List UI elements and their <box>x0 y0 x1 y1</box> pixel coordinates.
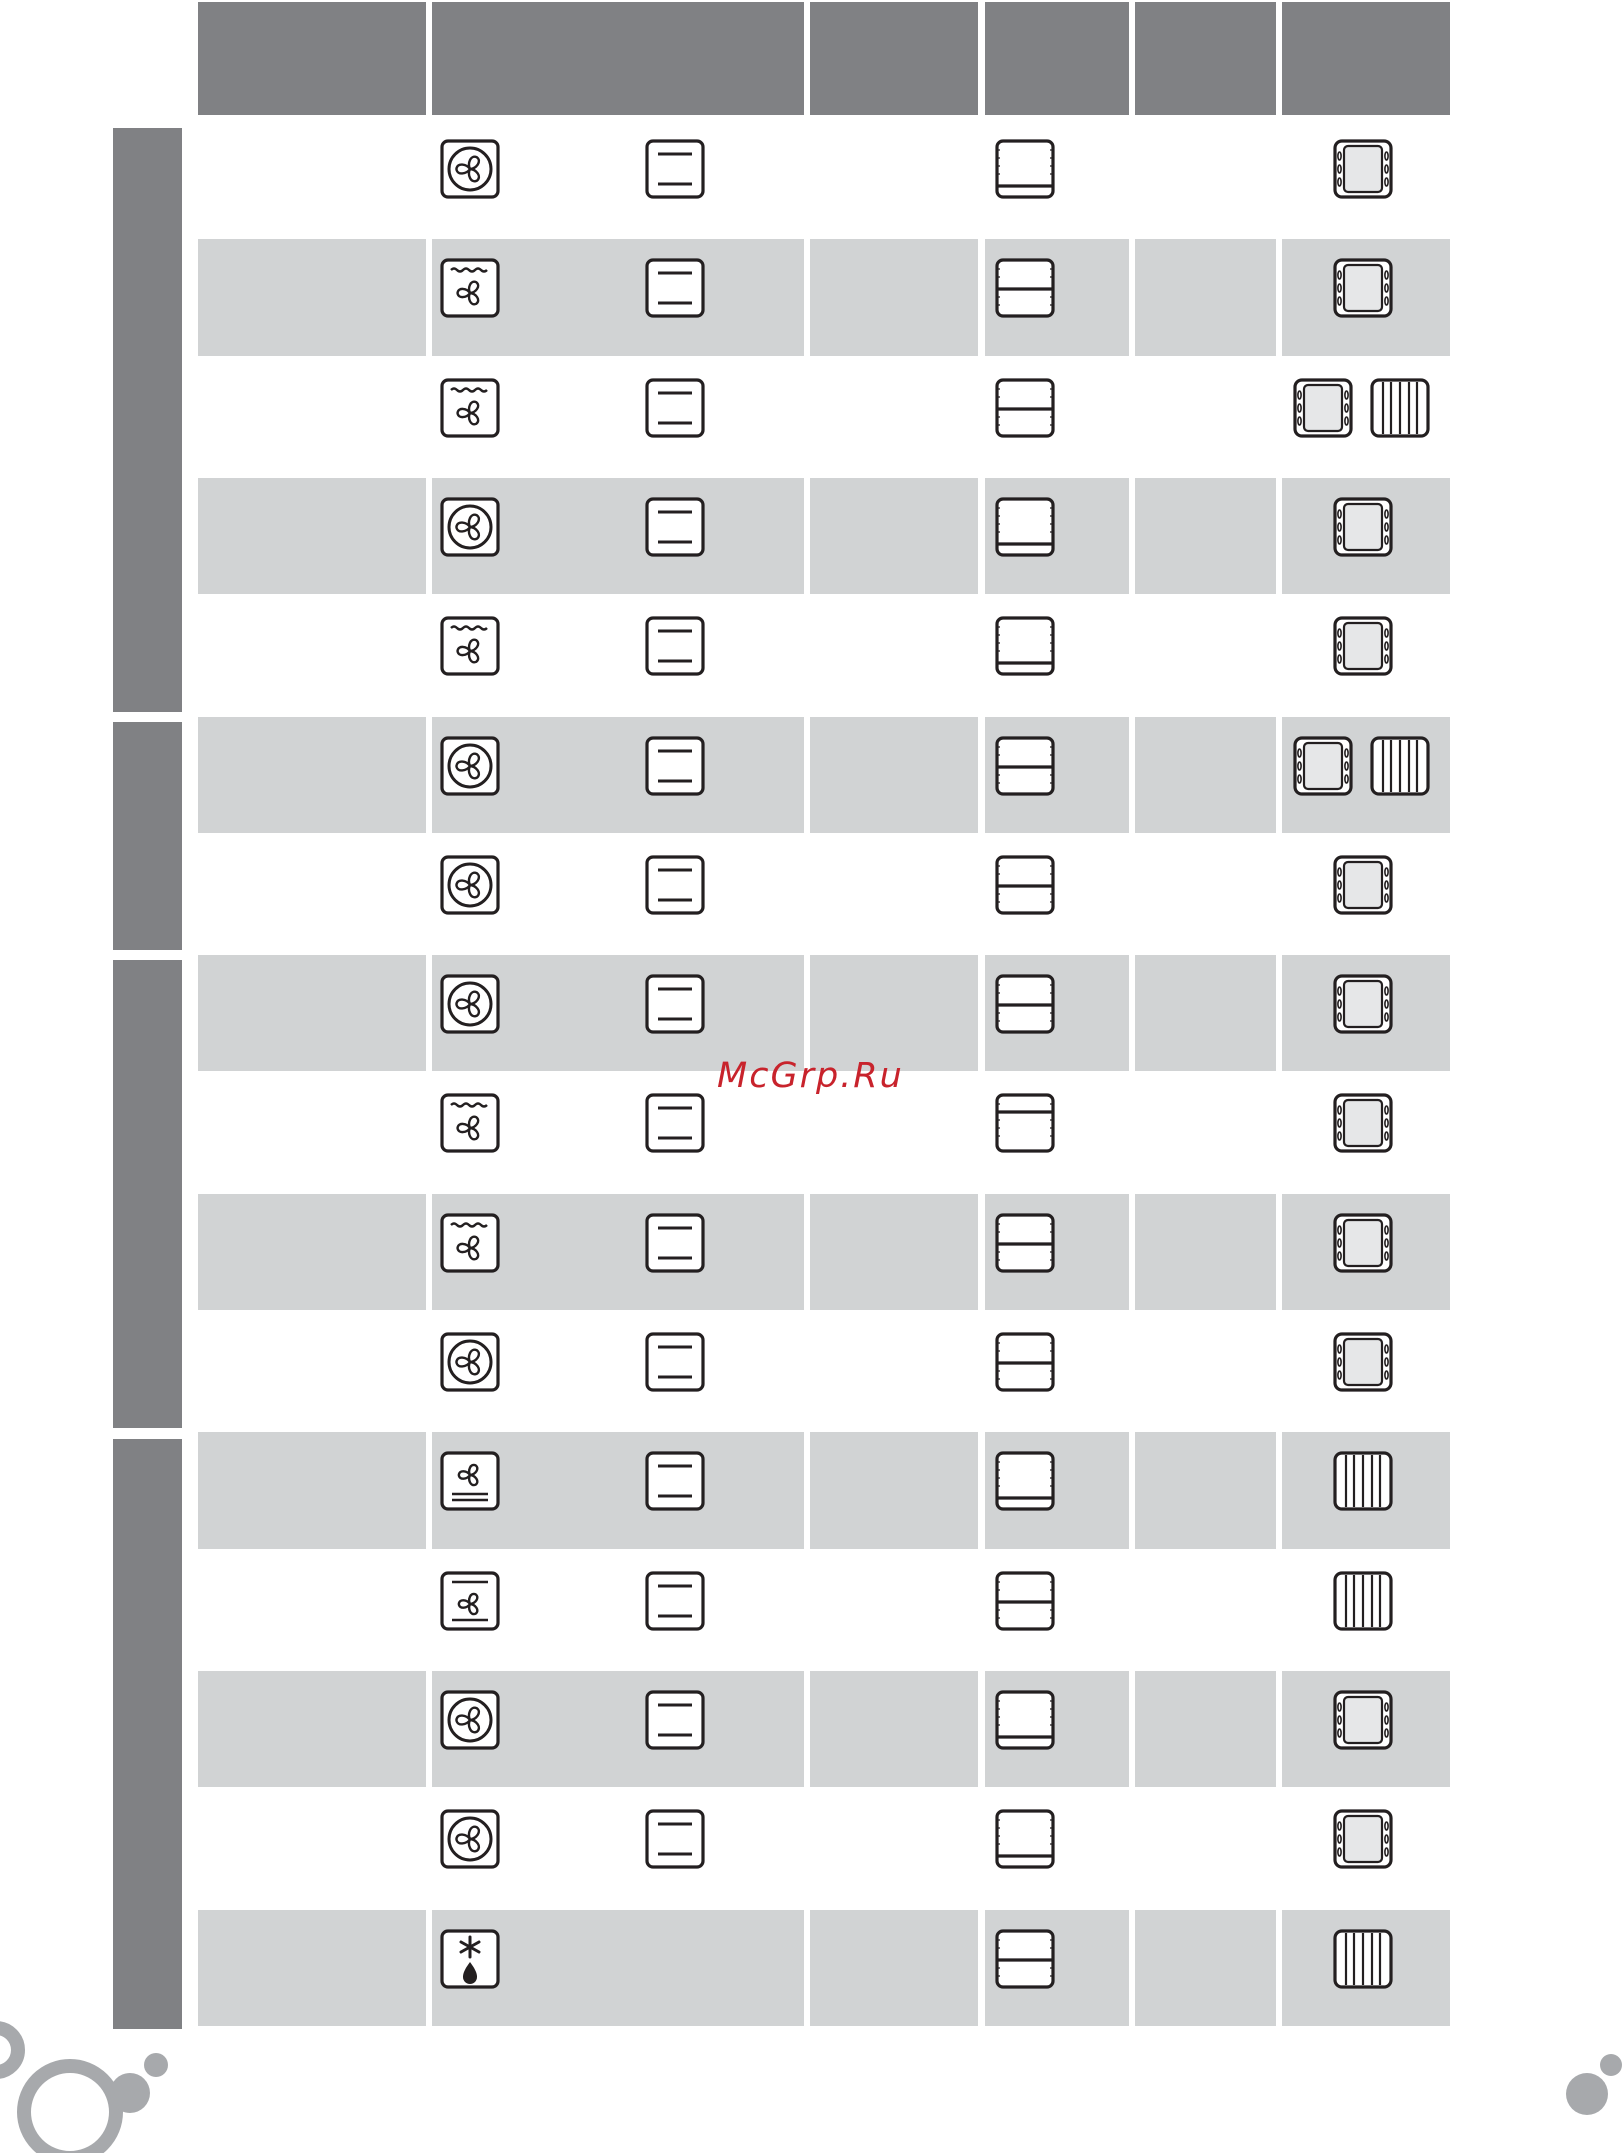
convection-fan-icon <box>439 854 501 916</box>
preheat-icon <box>644 377 706 439</box>
defrost-icon <box>439 1928 501 1990</box>
row-band <box>198 1194 426 1310</box>
row-band <box>1135 1194 1276 1310</box>
watermark-text: McGrp.Ru <box>717 1056 904 1096</box>
wire-rack-icon <box>1369 377 1431 439</box>
baking-tray-icon <box>1332 1689 1394 1751</box>
header-cell-temperature <box>1135 2 1276 115</box>
row-band <box>198 1671 426 1787</box>
row-band <box>198 1910 426 2026</box>
preheat-icon <box>644 735 706 797</box>
row-band <box>198 239 426 355</box>
row-band <box>810 239 978 355</box>
row-band <box>1135 1432 1276 1548</box>
baking-tray-icon <box>1332 138 1394 200</box>
row-band <box>1135 478 1276 594</box>
baking-tray-icon <box>1332 496 1394 558</box>
convection-fan-icon <box>439 1689 501 1751</box>
side-bar-group-1 <box>113 128 182 712</box>
shelf-level-3-icon <box>994 1689 1056 1751</box>
row-band <box>1135 239 1276 355</box>
baking-tray-icon <box>1332 1212 1394 1274</box>
fan-grill-icon <box>439 1212 501 1274</box>
wire-rack-icon <box>1332 1928 1394 1990</box>
shelf-level-2-icon <box>994 1570 1056 1632</box>
preheat-icon <box>644 973 706 1035</box>
preheat-icon <box>644 615 706 677</box>
wire-rack-icon <box>1332 1450 1394 1512</box>
shelf-level-3-icon <box>994 1808 1056 1870</box>
baking-tray-icon <box>1332 1092 1394 1154</box>
convection-fan-icon <box>439 1331 501 1393</box>
baking-tray-icon <box>1292 735 1354 797</box>
row-band <box>1135 1671 1276 1787</box>
preheat-icon <box>644 1092 706 1154</box>
baking-tray-icon <box>1332 257 1394 319</box>
preheat-icon <box>644 1808 706 1870</box>
preheat-icon <box>644 1570 706 1632</box>
convection-fan-icon <box>439 138 501 200</box>
shelf-level-1-icon <box>994 1092 1056 1154</box>
preheat-icon <box>644 496 706 558</box>
baking-tray-icon <box>1332 615 1394 677</box>
row-band <box>810 955 978 1071</box>
row-band <box>198 1432 426 1548</box>
row-band <box>198 955 426 1071</box>
fan-grill-icon <box>439 1092 501 1154</box>
row-band <box>1135 1910 1276 2026</box>
shelf-level-2-icon <box>994 735 1056 797</box>
fan-grill-icon <box>439 377 501 439</box>
side-bar-group-3 <box>113 960 182 1428</box>
shelf-level-3-icon <box>994 1450 1056 1512</box>
convection-fan-icon <box>439 496 501 558</box>
shelf-level-2-icon <box>994 377 1056 439</box>
row-band <box>198 478 426 594</box>
shelf-level-2-icon <box>994 854 1056 916</box>
preheat-icon <box>644 1212 706 1274</box>
row-band <box>810 1432 978 1548</box>
baking-tray-icon <box>1332 1331 1394 1393</box>
row-band <box>810 478 978 594</box>
row-band <box>810 717 978 833</box>
side-bar-group-2 <box>113 722 182 950</box>
convection-fan-icon <box>439 1808 501 1870</box>
baking-tray-icon <box>1292 377 1354 439</box>
wire-rack-icon <box>1369 735 1431 797</box>
preheat-icon <box>644 1689 706 1751</box>
shelf-level-3-icon <box>994 138 1056 200</box>
header-cell-food <box>198 2 426 115</box>
preheat-icon <box>644 138 706 200</box>
wire-rack-icon <box>1332 1570 1394 1632</box>
row-band <box>1135 955 1276 1071</box>
baking-tray-icon <box>1332 973 1394 1035</box>
shelf-level-3-icon <box>994 496 1056 558</box>
row-band <box>198 717 426 833</box>
header-cell-level <box>985 2 1129 115</box>
fan-top-heat-icon <box>439 1570 501 1632</box>
row-band <box>810 1671 978 1787</box>
baking-tray-icon <box>1332 1808 1394 1870</box>
row-band <box>810 1194 978 1310</box>
convection-fan-icon <box>439 735 501 797</box>
fan-grill-icon <box>439 615 501 677</box>
fan-grill-icon <box>439 257 501 319</box>
shelf-level-2-icon <box>994 1928 1056 1990</box>
side-bar-group-4 <box>113 1439 182 2029</box>
shelf-level-2-icon <box>994 973 1056 1035</box>
row-band <box>810 1910 978 2026</box>
header-cell-accessory <box>1282 2 1450 115</box>
header-cell-preheat <box>810 2 978 115</box>
circles-decoration-right <box>1555 2040 1623 2120</box>
shelf-level-3-icon <box>994 615 1056 677</box>
baking-tray-icon <box>1332 854 1394 916</box>
preheat-icon <box>644 1450 706 1512</box>
header-cell-function <box>432 2 804 115</box>
preheat-icon <box>644 257 706 319</box>
row-band <box>1135 717 1276 833</box>
preheat-icon <box>644 1331 706 1393</box>
preheat-icon <box>644 854 706 916</box>
shelf-level-2-icon <box>994 1331 1056 1393</box>
circles-decoration-left <box>0 2010 180 2153</box>
shelf-level-2-icon <box>994 257 1056 319</box>
convection-fan-icon <box>439 973 501 1035</box>
shelf-level-2-icon <box>994 1212 1056 1274</box>
fan-bottom-heat-icon <box>439 1450 501 1512</box>
